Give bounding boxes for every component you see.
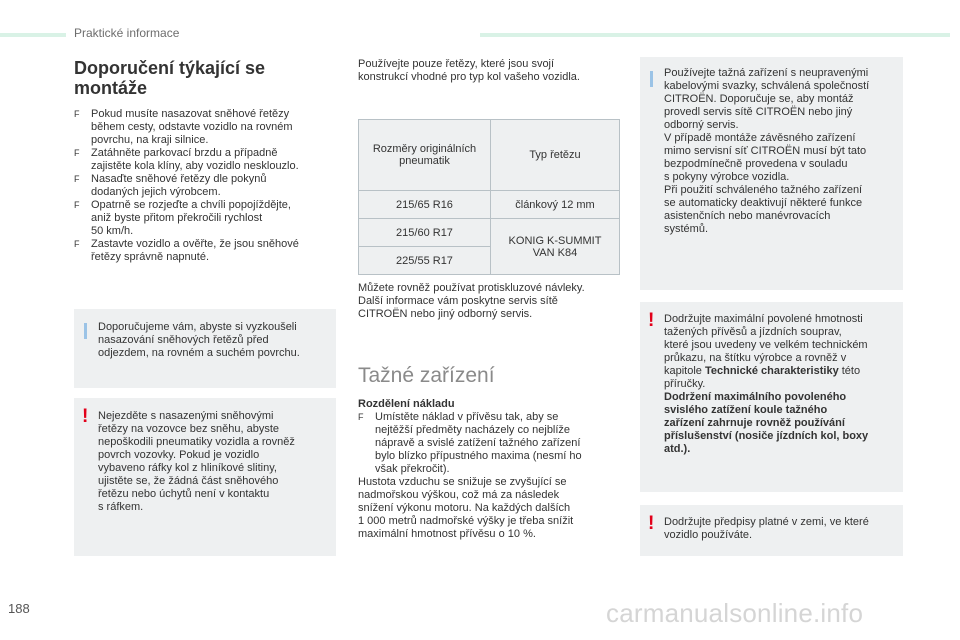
warning-box-text: Dodržujte maximální povolené hmotnosti tažených přívěsů a jízdních souprav, které jsou uvedeny ve velkém technickém průkazu, na štítku výrobce a rovněž v kapitole Technické charakteristiky této příručky. Dodržení maximálního povoleného svislého zatížení koule tažného zařízení zahrnuje rovněž používání příslušenství (nosiče jízdních kol, boxy atd.).: [664, 313, 869, 455]
table-cell-size: 215/60 R17: [359, 219, 491, 247]
list-item: F Zastavte vozidlo a ověřte, že jsou sněhové řetězy správně napnuté.: [74, 238, 299, 263]
bullet-arrow-icon: F: [74, 200, 80, 210]
chapter-reference: Technické charakteristiky: [704, 365, 839, 377]
table-row: [359, 191, 620, 219]
page-number: 188: [8, 601, 30, 616]
warning-box-max-weights: [640, 302, 903, 492]
info-box-test-mounting: [74, 309, 336, 388]
section-title-line1: Doporučení týkající se: [74, 58, 266, 78]
chains-table: [358, 119, 620, 275]
list-item: F Opatrně se rozjeďte a chvíli popojíždějte, aniž byste přitom překročili rychlost 50 km/h.: [74, 199, 291, 237]
warning-box-local-rules: [640, 505, 903, 556]
table-cell-type: článkový 12 mm: [491, 191, 620, 219]
middle-intro: Používejte pouze řetězy, které jsou svojí konstrukcí vhodné pro typ kol vašeho vozidla.: [358, 58, 580, 83]
warning-exclamation-icon: !: [648, 310, 655, 331]
info-box-text: Doporučujeme vám, abyste si vyzkoušeli nasazování sněhových řetězů před odjezdem, na rovném a suchém povrchu.: [98, 321, 300, 359]
header-bar-left: [0, 33, 66, 37]
bullet-arrow-icon: F: [74, 239, 80, 249]
warning-box-text: Nejezděte s nasazenými sněhovými řetězy na vozovce bez sněhu, abyste nepoškodili pneumatiky vozidla a rovněž povrch vozovky. Pokud je vozidlo vybaveno ráfky kol z hliníkové slitiny, ujistěte se, že žádná část sněhového řetězu nebo úchytů není v kontaktu s ráfkem.: [98, 410, 295, 513]
info-bar-icon: [84, 323, 87, 339]
table-cell-size: 215/65 R16: [359, 191, 491, 219]
list-item: F Zatáhněte parkovací brzdu a případně zajistěte kola klíny, aby vozidlo nesklouzlo.: [74, 147, 299, 172]
tow-section-title: Tažné zařízení: [358, 364, 495, 387]
header-title: Praktické informace: [74, 26, 180, 40]
bullet-arrow-icon: F: [74, 148, 80, 158]
list-item: F Umístěte náklad v přívěsu tak, aby se nejtěžší předměty nacházely co nejblíže nápravě a svislé zatížení tažného zařízení bylo blízko přípustného maxima (nesmí ho však překročit).: [358, 411, 582, 475]
bullet-arrow-icon: F: [358, 412, 364, 422]
list-item: F Pokud musíte nasazovat sněhové řetězy během cesty, odstavte vozidlo na rovném povrchu, na kraji silnice.: [74, 108, 293, 146]
table-header-size: Rozměry originálních pneumatik: [359, 120, 491, 191]
warning-box-text: Dodržujte předpisy platné v zemi, ve které vozidlo používáte.: [664, 516, 869, 541]
warning-exclamation-icon: !: [82, 406, 89, 427]
air-density-paragraph: Hustota vzduchu se snižuje se zvyšující se nadmořskou výškou, což má za následek snížení výkonu motoru. Na každých dalších 1 000 metrů nadmořské výšky je třeba snížit maximální hmotnost přívěsu o 10 %.: [358, 476, 574, 540]
info-bar-icon: [650, 71, 653, 87]
table-header-type: Typ řetězu: [491, 120, 620, 191]
middle-load-section: [358, 398, 620, 541]
section-title: [74, 58, 336, 98]
load-heading: Rozdělení nákladu: [358, 398, 455, 410]
mounting-bullets: [74, 108, 336, 264]
list-item: F Nasaďte sněhové řetězy dle pokynů dodaných jejich výrobcem.: [74, 173, 267, 198]
load-bullets: [358, 411, 620, 476]
middle-after-table: Můžete rovněž používat protiskluzové návleky. Další informace vám poskytne servis sítě CITROËN nebo jiný odborný servis.: [358, 282, 585, 320]
warning-box-no-snow: [74, 398, 336, 556]
bullet-arrow-icon: F: [74, 109, 80, 119]
table-row: [359, 219, 620, 247]
section-title-line2: montáže: [74, 78, 148, 98]
table-cell-type: KONIG K-SUMMIT VAN K84: [491, 219, 620, 275]
info-box-tow-devices: [640, 57, 903, 290]
left-column: [74, 58, 336, 264]
info-box-text: Používejte tažná zařízení s neupravenými kabelovými svazky, schválená společností CITROËN. Doporučuje se, aby montáž provedl servis sítě CITROËN nebo jiný odborný servis. V případě montáže závěsného zařízení mimo servisní síť CITROËN musí být tato bezpodmínečně provedena v souladu s pokyny výrobce vozidla. Při použití schváleného tažného zařízení se automaticky deaktivují některé funkce asistenčních nebo manévrovacích systémů.: [664, 67, 870, 235]
header-bar-right: [480, 33, 950, 37]
bullet-arrow-icon: F: [74, 174, 80, 184]
watermark: carmanualsonline.info: [606, 598, 864, 628]
warning-exclamation-icon: !: [648, 513, 655, 534]
table-cell-size: 225/55 R17: [359, 247, 491, 275]
